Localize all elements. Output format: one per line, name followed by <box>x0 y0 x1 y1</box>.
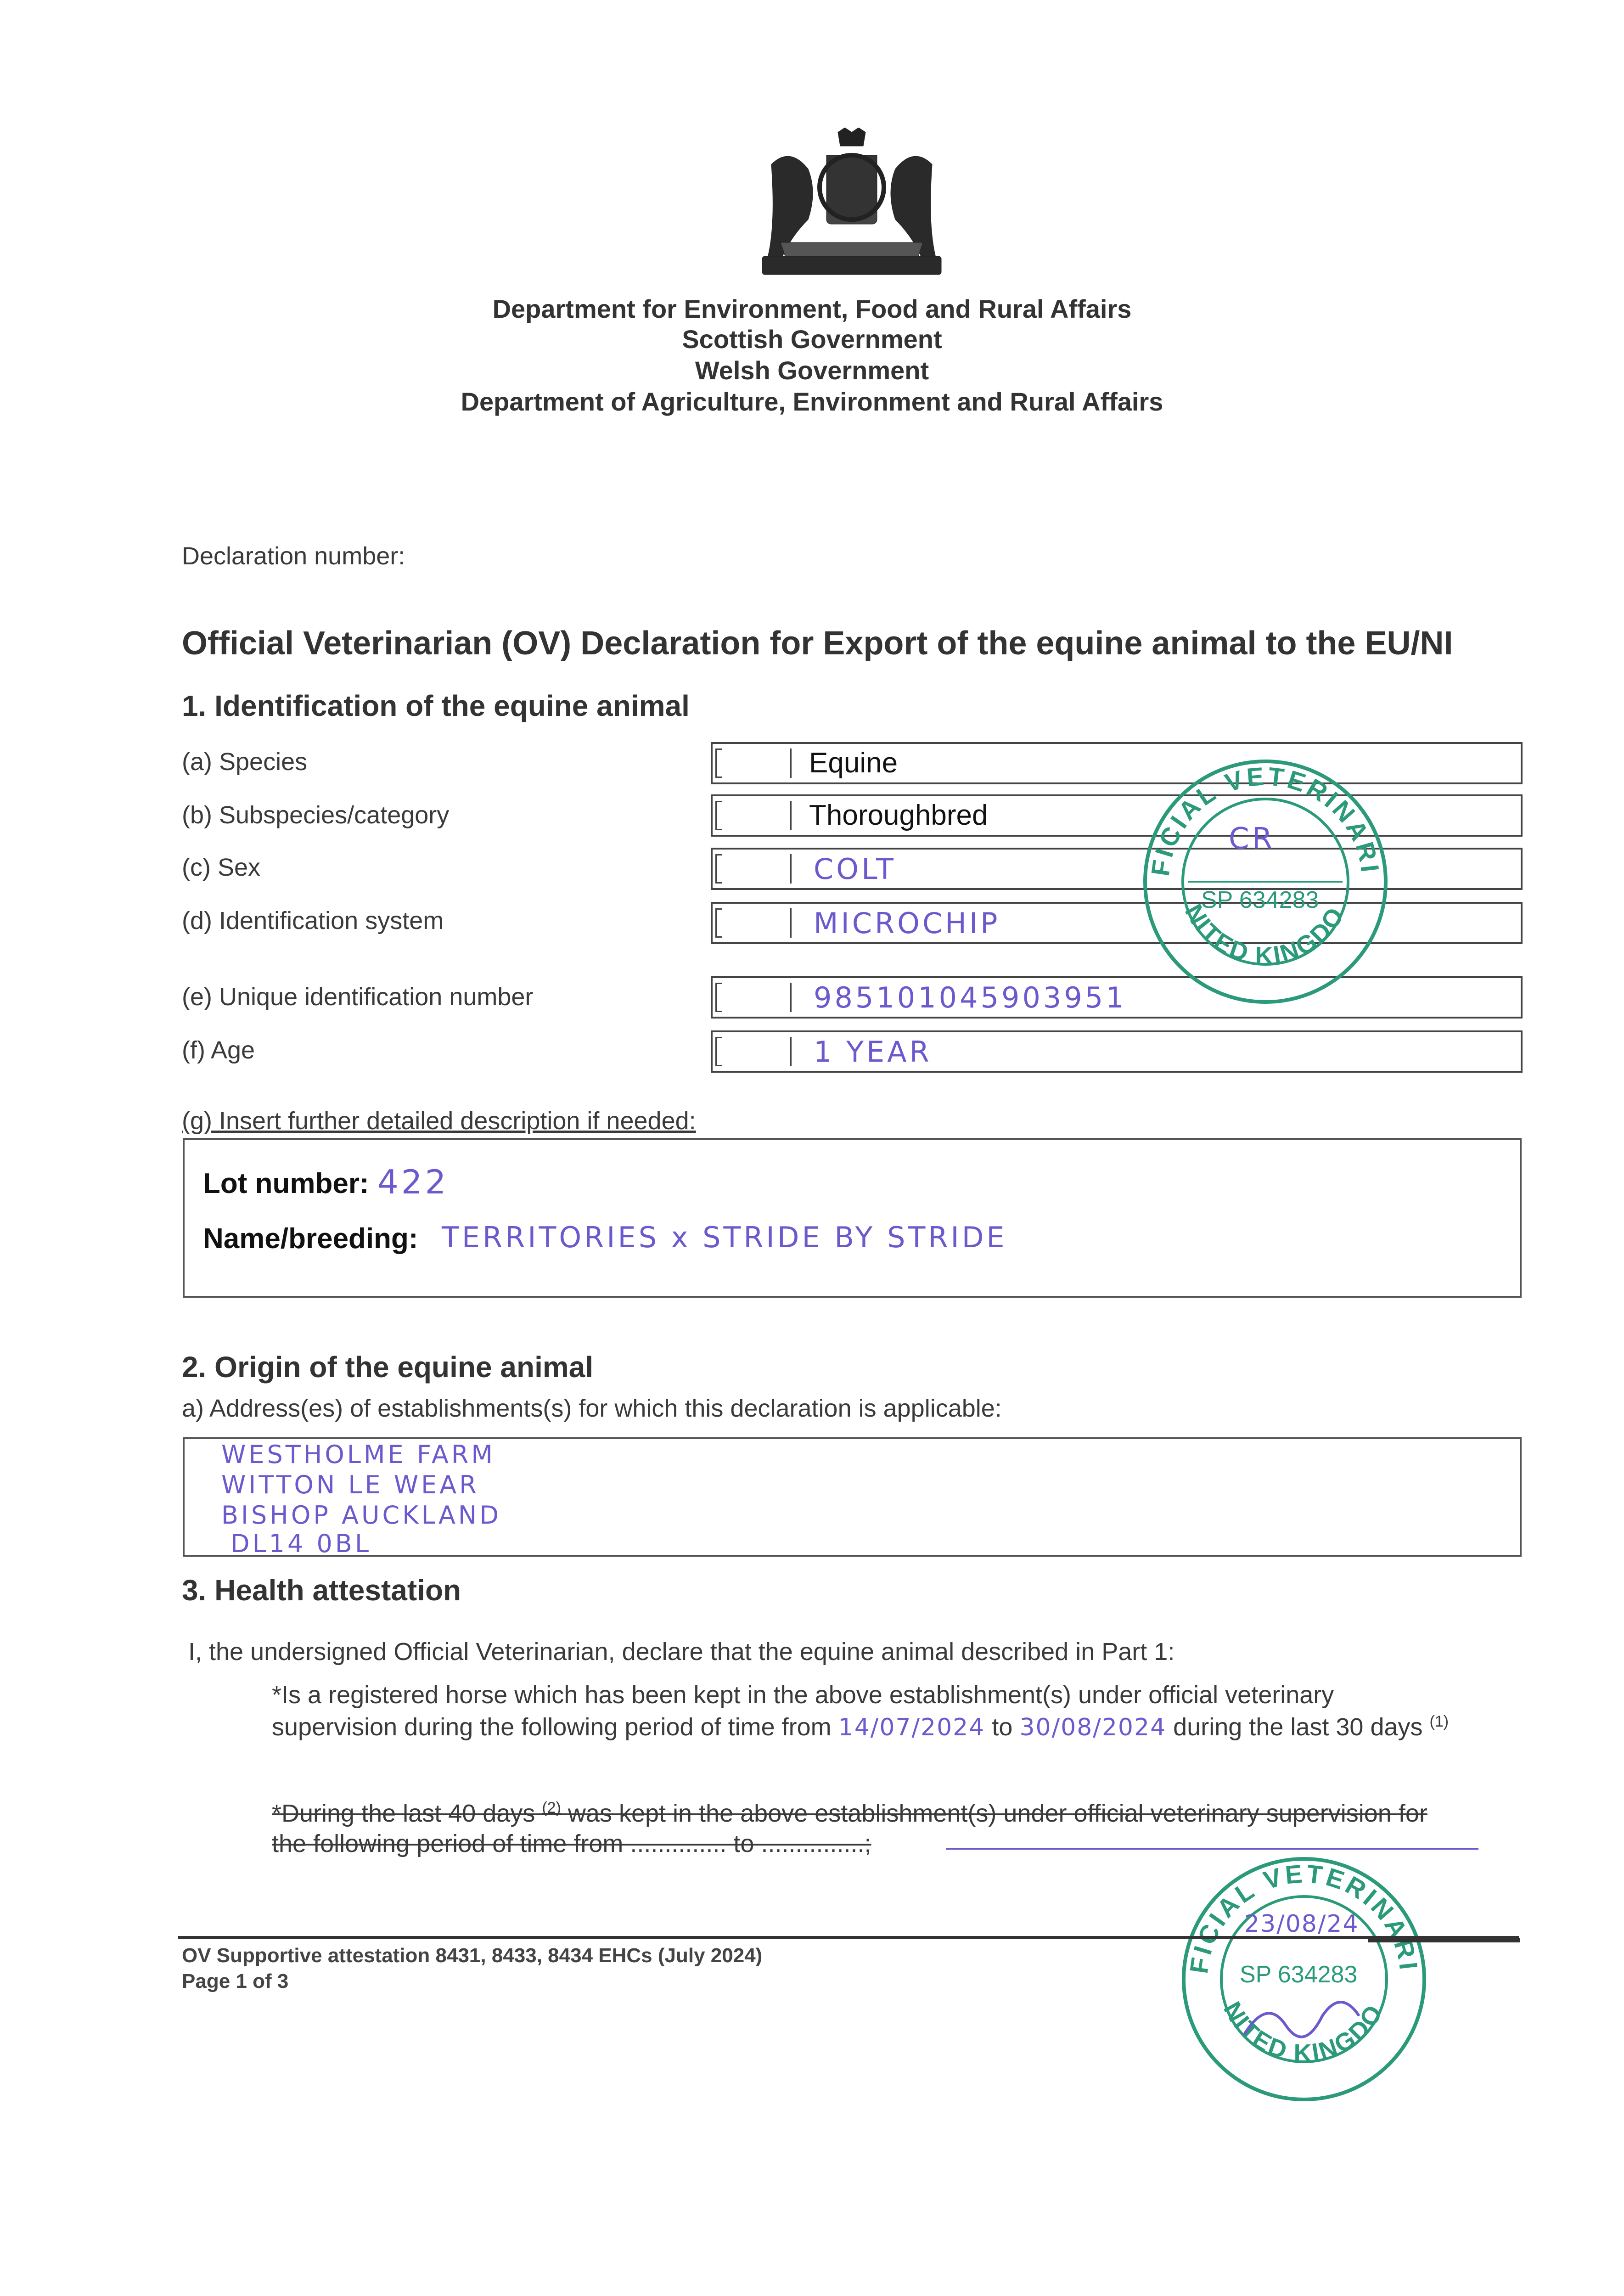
attestation-intro: I, the undersigned Official Veterinarian, declare that the equine animal described in Part 1: <box>188 1638 1175 1666</box>
section2-heading: 2. Origin of the equine animal <box>182 1351 594 1384</box>
species-label: (a) Species <box>182 748 308 776</box>
further-description-box[interactable] <box>183 1138 1522 1298</box>
subspecies-value: Thoroughbred <box>809 799 988 831</box>
footer-attestation: OV Supportive attestation 8431, 8433, 8434 EHCs (July 2024) <box>182 1944 763 1967</box>
date-from-value: 14/07/2024 <box>838 1714 985 1741</box>
section1-heading: 1. Identification of the equine animal <box>182 689 690 722</box>
footer-rule-thick <box>1368 1938 1520 1942</box>
header-dept-scottish: Scottish Government <box>682 325 942 354</box>
address-line-4: DL14 0BL <box>230 1529 372 1558</box>
subspecies-field[interactable] <box>711 794 1523 837</box>
name-breeding-label: Name/breeding: <box>203 1223 418 1255</box>
name-breeding-value: TERRITORIES x STRIDE BY STRIDE <box>442 1221 1007 1254</box>
page-title: Official Veterinarian (OV) Declaration for Export of the equine animal to the EU/NI <box>182 625 1453 662</box>
para1-to-text: to <box>992 1713 1013 1741</box>
attestation-para2-line1 <box>272 1799 1427 1828</box>
header-dept-defra: Department for Environment, Food and Rural Affairs <box>492 294 1132 323</box>
header-dept-daera: Department of Agriculture, Environment and Rural Affairs <box>461 387 1163 416</box>
address-box[interactable] <box>183 1437 1522 1557</box>
stamp1-number: SP 634283 <box>1201 887 1319 913</box>
stamp2-top-text: FICIAL VETERINARI <box>1184 1859 1424 1975</box>
footnote-1: (1) <box>1429 1713 1449 1730</box>
sex-label: (c) Sex <box>182 854 261 881</box>
svg-text:OFFICIAL VETERINARIAN <box>1137 753 1385 878</box>
footnote-2: (2) <box>542 1799 561 1817</box>
species-value: Equine <box>809 747 898 779</box>
unique-id-value: 985101045903951 <box>814 981 1127 1014</box>
address-line-3: BISHOP AUCKLAND <box>221 1501 501 1530</box>
id-system-label: (d) Identification system <box>182 907 444 934</box>
stamp1-top-text: FICIAL VETERINARI <box>1145 761 1385 878</box>
stamp2-number: SP 634283 <box>1240 1961 1358 1988</box>
stamp2-date: 23/08/24 <box>1244 1910 1359 1938</box>
unique-id-label: (e) Unique identification number <box>182 983 534 1011</box>
further-description-label: (g) Insert further detailed description if needed: <box>182 1107 696 1135</box>
address-line-1: WESTHOLME FARM <box>221 1440 495 1469</box>
official-veterinarian-stamp-1 <box>1137 753 1394 1010</box>
lot-number-value: 422 <box>377 1163 449 1201</box>
id-system-value: MICROCHIP <box>814 906 1000 940</box>
unique-id-field[interactable] <box>711 976 1523 1019</box>
age-field[interactable] <box>711 1030 1523 1073</box>
sex-value: COLT <box>814 852 896 886</box>
sex-field[interactable] <box>711 848 1523 890</box>
para1-last-days-text: during the last 30 days <box>1173 1713 1423 1741</box>
stamp-circle-1 <box>1137 753 1394 1010</box>
attestation-para1-line1: *Is a registered horse which has been kept in the above establishment(s) under official veterinary <box>272 1681 1334 1709</box>
date-to-value: 30/08/2024 <box>1019 1714 1167 1741</box>
address-label: a) Address(es) of establishments(s) for which this declaration is applicable: <box>182 1395 1002 1422</box>
stamp1-bottom-text: NITED KINGDO <box>1179 900 1350 970</box>
subspecies-label: (b) Subspecies/category <box>182 801 450 829</box>
species-field[interactable] <box>711 742 1523 784</box>
para1-from-text: supervision during the following period of time from <box>272 1713 832 1741</box>
stamp1-initials: CR <box>1229 822 1276 856</box>
lot-number-label: Lot number: <box>203 1168 369 1199</box>
footer-rule <box>178 1936 1519 1939</box>
strike-line <box>946 1848 1478 1850</box>
header-dept-welsh: Welsh Government <box>695 356 929 385</box>
attestation-para1-line2 <box>272 1713 1449 1741</box>
para2-part-a: *During the last 40 days <box>272 1800 535 1827</box>
id-system-field[interactable] <box>711 902 1523 944</box>
stamp2-bottom-text: NITED KINGDO <box>1218 1997 1389 2067</box>
royal-coat-of-arms-logo <box>753 128 950 279</box>
age-label: (f) Age <box>182 1036 255 1064</box>
official-veterinarian-stamp-2 <box>1175 1851 1433 2108</box>
footer-page-number: Page 1 of 3 <box>182 1970 289 1992</box>
age-value: 1 YEAR <box>814 1035 932 1069</box>
address-line-2: WITTON LE WEAR <box>221 1470 479 1499</box>
para2-part-b: was kept in the above establishment(s) under official veterinary supervision for <box>568 1800 1427 1827</box>
attestation-para2-line2: the following period of time from .............. to ...............; <box>272 1830 871 1857</box>
section3-heading: 3. Health attestation <box>182 1574 461 1607</box>
declaration-number-label: Declaration number: <box>182 542 405 570</box>
